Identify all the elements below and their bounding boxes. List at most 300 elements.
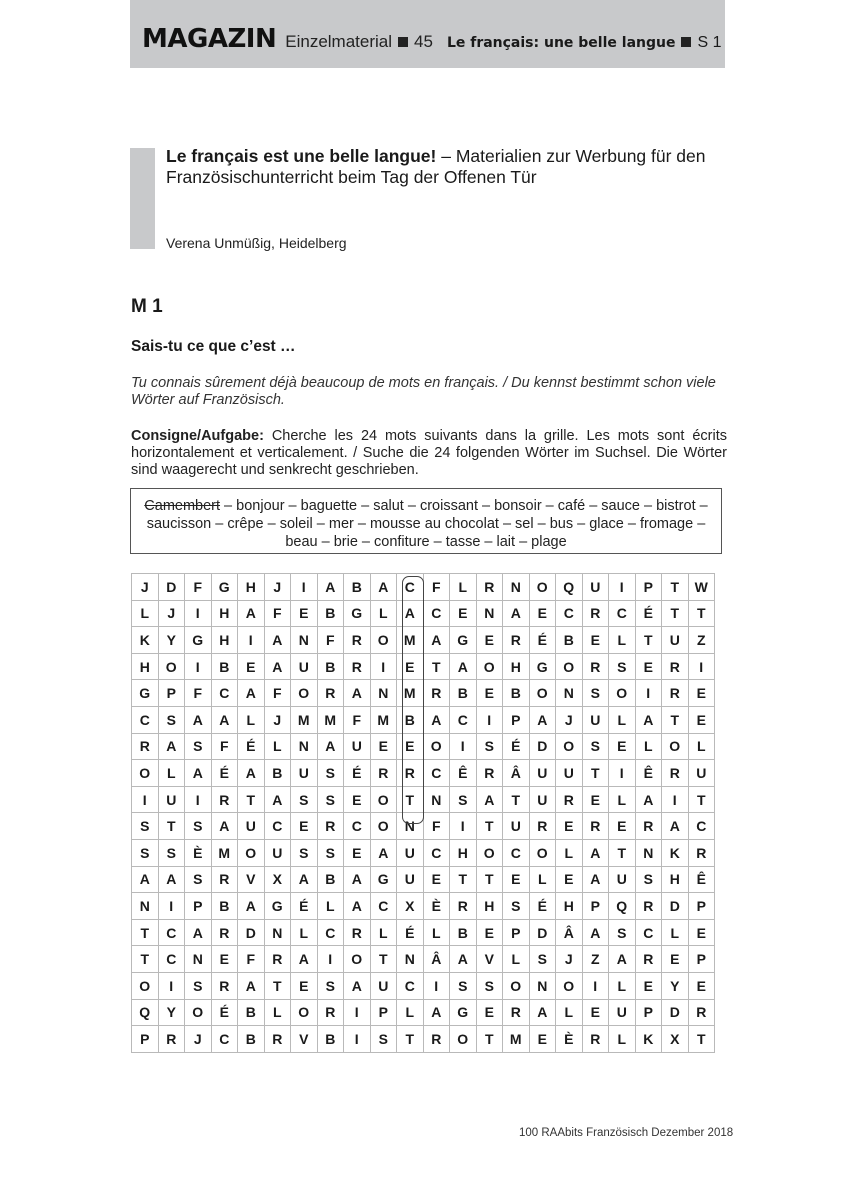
- grid-cell[interactable]: E: [211, 946, 238, 973]
- grid-cell[interactable]: B: [503, 680, 530, 707]
- grid-cell[interactable]: T: [476, 813, 503, 840]
- grid-cell[interactable]: P: [503, 919, 530, 946]
- grid-cell[interactable]: I: [450, 733, 477, 760]
- grid-cell[interactable]: N: [529, 972, 556, 999]
- grid-cell[interactable]: I: [476, 706, 503, 733]
- grid-cell[interactable]: T: [688, 786, 715, 813]
- grid-cell[interactable]: O: [529, 574, 556, 601]
- grid-cell[interactable]: F: [264, 680, 291, 707]
- grid-cell[interactable]: S: [291, 786, 318, 813]
- grid-cell[interactable]: A: [238, 893, 265, 920]
- grid-cell[interactable]: Q: [132, 999, 159, 1026]
- grid-cell[interactable]: R: [211, 972, 238, 999]
- grid-cell[interactable]: T: [132, 946, 159, 973]
- grid-cell[interactable]: O: [238, 839, 265, 866]
- grid-cell[interactable]: L: [609, 706, 636, 733]
- grid-cell[interactable]: H: [238, 574, 265, 601]
- grid-cell[interactable]: O: [662, 733, 689, 760]
- grid-cell[interactable]: K: [635, 1026, 662, 1053]
- grid-cell[interactable]: D: [158, 574, 185, 601]
- grid-cell[interactable]: J: [556, 946, 583, 973]
- grid-cell[interactable]: S: [185, 813, 212, 840]
- grid-cell[interactable]: S: [317, 760, 344, 787]
- grid-cell[interactable]: I: [291, 574, 318, 601]
- grid-cell[interactable]: X: [264, 866, 291, 893]
- grid-cell[interactable]: L: [132, 600, 159, 627]
- grid-cell[interactable]: T: [688, 1026, 715, 1053]
- grid-cell[interactable]: M: [317, 706, 344, 733]
- grid-cell[interactable]: M: [397, 680, 424, 707]
- grid-cell[interactable]: E: [397, 653, 424, 680]
- grid-cell[interactable]: D: [662, 999, 689, 1026]
- grid-cell[interactable]: H: [662, 866, 689, 893]
- grid-cell[interactable]: S: [503, 893, 530, 920]
- grid-cell[interactable]: U: [291, 653, 318, 680]
- grid-cell[interactable]: C: [132, 706, 159, 733]
- grid-cell[interactable]: R: [582, 813, 609, 840]
- grid-cell[interactable]: A: [211, 706, 238, 733]
- grid-cell[interactable]: C: [158, 946, 185, 973]
- grid-cell[interactable]: U: [582, 574, 609, 601]
- grid-cell[interactable]: T: [662, 706, 689, 733]
- grid-cell[interactable]: O: [370, 786, 397, 813]
- grid-cell[interactable]: A: [185, 919, 212, 946]
- grid-cell[interactable]: P: [158, 680, 185, 707]
- grid-cell[interactable]: O: [132, 972, 159, 999]
- grid-cell[interactable]: T: [132, 919, 159, 946]
- grid-cell[interactable]: R: [635, 893, 662, 920]
- grid-cell[interactable]: S: [158, 706, 185, 733]
- grid-cell[interactable]: M: [211, 839, 238, 866]
- grid-cell[interactable]: L: [423, 919, 450, 946]
- grid-cell[interactable]: P: [635, 574, 662, 601]
- grid-cell[interactable]: E: [688, 919, 715, 946]
- grid-cell[interactable]: O: [185, 999, 212, 1026]
- grid-cell[interactable]: A: [291, 866, 318, 893]
- grid-cell[interactable]: A: [423, 999, 450, 1026]
- grid-cell[interactable]: I: [238, 627, 265, 654]
- grid-cell[interactable]: A: [185, 706, 212, 733]
- grid-cell[interactable]: Â: [503, 760, 530, 787]
- grid-cell[interactable]: S: [185, 733, 212, 760]
- grid-cell[interactable]: C: [609, 600, 636, 627]
- grid-cell[interactable]: F: [238, 946, 265, 973]
- grid-cell[interactable]: S: [317, 839, 344, 866]
- grid-cell[interactable]: É: [291, 893, 318, 920]
- grid-cell[interactable]: N: [264, 919, 291, 946]
- grid-cell[interactable]: É: [503, 733, 530, 760]
- grid-cell[interactable]: B: [450, 680, 477, 707]
- grid-cell[interactable]: T: [397, 786, 424, 813]
- grid-cell[interactable]: Y: [158, 627, 185, 654]
- grid-cell[interactable]: I: [450, 813, 477, 840]
- grid-cell[interactable]: L: [609, 786, 636, 813]
- grid-cell[interactable]: T: [688, 600, 715, 627]
- grid-cell[interactable]: G: [211, 574, 238, 601]
- grid-cell[interactable]: S: [609, 653, 636, 680]
- grid-cell[interactable]: H: [556, 893, 583, 920]
- grid-cell[interactable]: A: [238, 760, 265, 787]
- grid-cell[interactable]: E: [503, 866, 530, 893]
- grid-cell[interactable]: A: [264, 786, 291, 813]
- grid-cell[interactable]: C: [423, 600, 450, 627]
- grid-cell[interactable]: A: [238, 600, 265, 627]
- grid-cell[interactable]: O: [529, 680, 556, 707]
- grid-cell[interactable]: I: [609, 760, 636, 787]
- grid-cell[interactable]: C: [450, 706, 477, 733]
- grid-cell[interactable]: S: [582, 733, 609, 760]
- grid-cell[interactable]: S: [582, 680, 609, 707]
- grid-cell[interactable]: Z: [688, 627, 715, 654]
- grid-cell[interactable]: U: [370, 972, 397, 999]
- grid-cell[interactable]: S: [185, 866, 212, 893]
- grid-cell[interactable]: I: [185, 653, 212, 680]
- grid-cell[interactable]: E: [688, 972, 715, 999]
- grid-cell[interactable]: L: [238, 706, 265, 733]
- grid-cell[interactable]: L: [609, 1026, 636, 1053]
- grid-cell[interactable]: N: [476, 600, 503, 627]
- grid-cell[interactable]: E: [609, 813, 636, 840]
- grid-cell[interactable]: S: [529, 946, 556, 973]
- grid-cell[interactable]: J: [556, 706, 583, 733]
- grid-cell[interactable]: I: [158, 893, 185, 920]
- grid-cell[interactable]: R: [344, 653, 371, 680]
- grid-cell[interactable]: F: [423, 574, 450, 601]
- grid-cell[interactable]: N: [397, 813, 424, 840]
- grid-cell[interactable]: C: [635, 919, 662, 946]
- grid-cell[interactable]: O: [556, 733, 583, 760]
- grid-cell[interactable]: A: [450, 653, 477, 680]
- grid-cell[interactable]: R: [662, 760, 689, 787]
- grid-cell[interactable]: É: [529, 627, 556, 654]
- grid-cell[interactable]: H: [132, 653, 159, 680]
- grid-cell[interactable]: R: [132, 733, 159, 760]
- grid-cell[interactable]: O: [344, 946, 371, 973]
- grid-cell[interactable]: C: [158, 919, 185, 946]
- grid-cell[interactable]: A: [264, 627, 291, 654]
- grid-cell[interactable]: É: [529, 893, 556, 920]
- grid-cell[interactable]: L: [609, 627, 636, 654]
- grid-cell[interactable]: V: [476, 946, 503, 973]
- grid-cell[interactable]: U: [662, 627, 689, 654]
- grid-cell[interactable]: R: [264, 946, 291, 973]
- grid-cell[interactable]: D: [238, 919, 265, 946]
- grid-cell[interactable]: G: [529, 653, 556, 680]
- grid-cell[interactable]: O: [476, 839, 503, 866]
- grid-cell[interactable]: R: [317, 813, 344, 840]
- grid-cell[interactable]: N: [291, 733, 318, 760]
- grid-cell[interactable]: J: [185, 1026, 212, 1053]
- grid-cell[interactable]: A: [211, 813, 238, 840]
- grid-cell[interactable]: K: [132, 627, 159, 654]
- grid-cell[interactable]: U: [264, 839, 291, 866]
- grid-cell[interactable]: I: [662, 786, 689, 813]
- grid-cell[interactable]: R: [556, 786, 583, 813]
- grid-cell[interactable]: L: [264, 999, 291, 1026]
- grid-cell[interactable]: E: [397, 733, 424, 760]
- grid-cell[interactable]: R: [476, 760, 503, 787]
- grid-cell[interactable]: U: [158, 786, 185, 813]
- grid-cell[interactable]: O: [450, 1026, 477, 1053]
- grid-cell[interactable]: M: [370, 706, 397, 733]
- grid-cell[interactable]: C: [397, 574, 424, 601]
- grid-cell[interactable]: É: [238, 733, 265, 760]
- grid-cell[interactable]: S: [476, 972, 503, 999]
- grid-cell[interactable]: C: [503, 839, 530, 866]
- grid-cell[interactable]: H: [211, 600, 238, 627]
- grid-cell[interactable]: R: [635, 813, 662, 840]
- grid-cell[interactable]: I: [423, 972, 450, 999]
- grid-cell[interactable]: R: [423, 680, 450, 707]
- grid-cell[interactable]: S: [450, 786, 477, 813]
- grid-cell[interactable]: A: [529, 999, 556, 1026]
- grid-cell[interactable]: E: [450, 600, 477, 627]
- grid-cell[interactable]: L: [450, 574, 477, 601]
- grid-cell[interactable]: D: [529, 733, 556, 760]
- grid-cell[interactable]: R: [662, 653, 689, 680]
- grid-cell[interactable]: M: [397, 627, 424, 654]
- grid-cell[interactable]: F: [344, 706, 371, 733]
- grid-cell[interactable]: E: [370, 733, 397, 760]
- grid-cell[interactable]: A: [582, 839, 609, 866]
- grid-cell[interactable]: A: [344, 972, 371, 999]
- grid-cell[interactable]: U: [529, 786, 556, 813]
- grid-cell[interactable]: B: [397, 706, 424, 733]
- grid-cell[interactable]: R: [450, 893, 477, 920]
- grid-cell[interactable]: T: [582, 760, 609, 787]
- grid-cell[interactable]: O: [370, 627, 397, 654]
- grid-cell[interactable]: B: [211, 893, 238, 920]
- grid-cell[interactable]: T: [662, 600, 689, 627]
- grid-cell[interactable]: B: [317, 866, 344, 893]
- grid-cell[interactable]: P: [688, 893, 715, 920]
- grid-cell[interactable]: R: [662, 680, 689, 707]
- grid-cell[interactable]: I: [688, 653, 715, 680]
- grid-cell[interactable]: T: [397, 1026, 424, 1053]
- grid-cell[interactable]: E: [529, 600, 556, 627]
- grid-cell[interactable]: O: [132, 760, 159, 787]
- grid-cell[interactable]: E: [688, 706, 715, 733]
- grid-cell[interactable]: A: [158, 866, 185, 893]
- grid-cell[interactable]: R: [582, 1026, 609, 1053]
- grid-cell[interactable]: A: [450, 946, 477, 973]
- grid-cell[interactable]: C: [423, 760, 450, 787]
- grid-cell[interactable]: T: [264, 972, 291, 999]
- grid-cell[interactable]: Q: [609, 893, 636, 920]
- grid-cell[interactable]: Z: [582, 946, 609, 973]
- grid-cell[interactable]: K: [662, 839, 689, 866]
- grid-cell[interactable]: A: [662, 813, 689, 840]
- grid-cell[interactable]: B: [238, 999, 265, 1026]
- grid-cell[interactable]: C: [317, 919, 344, 946]
- grid-cell[interactable]: E: [556, 866, 583, 893]
- grid-cell[interactable]: B: [450, 919, 477, 946]
- grid-cell[interactable]: L: [556, 999, 583, 1026]
- grid-cell[interactable]: I: [185, 600, 212, 627]
- grid-cell[interactable]: Â: [556, 919, 583, 946]
- grid-cell[interactable]: O: [529, 839, 556, 866]
- grid-cell[interactable]: R: [264, 1026, 291, 1053]
- grid-cell[interactable]: A: [635, 786, 662, 813]
- grid-cell[interactable]: A: [476, 786, 503, 813]
- grid-cell[interactable]: R: [582, 600, 609, 627]
- grid-cell[interactable]: S: [635, 866, 662, 893]
- grid-cell[interactable]: N: [503, 574, 530, 601]
- grid-cell[interactable]: R: [688, 999, 715, 1026]
- grid-cell[interactable]: A: [344, 893, 371, 920]
- grid-cell[interactable]: E: [344, 839, 371, 866]
- grid-cell[interactable]: A: [397, 600, 424, 627]
- grid-cell[interactable]: A: [344, 680, 371, 707]
- grid-cell[interactable]: L: [370, 600, 397, 627]
- grid-cell[interactable]: E: [635, 653, 662, 680]
- grid-cell[interactable]: B: [317, 600, 344, 627]
- grid-cell[interactable]: L: [688, 733, 715, 760]
- grid-cell[interactable]: C: [370, 893, 397, 920]
- grid-cell[interactable]: F: [423, 813, 450, 840]
- grid-cell[interactable]: L: [317, 893, 344, 920]
- grid-cell[interactable]: C: [397, 972, 424, 999]
- grid-cell[interactable]: A: [370, 839, 397, 866]
- grid-cell[interactable]: F: [185, 574, 212, 601]
- grid-cell[interactable]: C: [264, 813, 291, 840]
- grid-cell[interactable]: E: [476, 680, 503, 707]
- grid-cell[interactable]: R: [582, 653, 609, 680]
- grid-cell[interactable]: R: [529, 813, 556, 840]
- grid-cell[interactable]: T: [503, 786, 530, 813]
- grid-cell[interactable]: V: [238, 866, 265, 893]
- grid-cell[interactable]: U: [609, 866, 636, 893]
- grid-cell[interactable]: A: [609, 946, 636, 973]
- grid-cell[interactable]: J: [264, 574, 291, 601]
- grid-cell[interactable]: E: [635, 972, 662, 999]
- grid-cell[interactable]: E: [476, 627, 503, 654]
- grid-cell[interactable]: L: [158, 760, 185, 787]
- grid-cell[interactable]: T: [609, 839, 636, 866]
- grid-cell[interactable]: P: [370, 999, 397, 1026]
- grid-cell[interactable]: P: [132, 1026, 159, 1053]
- grid-cell[interactable]: J: [158, 600, 185, 627]
- grid-cell[interactable]: T: [423, 653, 450, 680]
- grid-cell[interactable]: Y: [662, 972, 689, 999]
- grid-cell[interactable]: T: [370, 946, 397, 973]
- grid-cell[interactable]: O: [291, 999, 318, 1026]
- grid-cell[interactable]: X: [397, 893, 424, 920]
- grid-cell[interactable]: I: [158, 972, 185, 999]
- grid-cell[interactable]: B: [211, 653, 238, 680]
- grid-cell[interactable]: L: [264, 733, 291, 760]
- grid-cell[interactable]: Ê: [450, 760, 477, 787]
- grid-cell[interactable]: C: [556, 600, 583, 627]
- grid-cell[interactable]: A: [317, 733, 344, 760]
- grid-cell[interactable]: C: [688, 813, 715, 840]
- grid-cell[interactable]: Y: [158, 999, 185, 1026]
- grid-cell[interactable]: N: [185, 946, 212, 973]
- grid-cell[interactable]: O: [556, 653, 583, 680]
- grid-cell[interactable]: È: [556, 1026, 583, 1053]
- grid-cell[interactable]: R: [317, 999, 344, 1026]
- grid-cell[interactable]: L: [370, 919, 397, 946]
- grid-cell[interactable]: E: [291, 600, 318, 627]
- grid-cell[interactable]: L: [609, 972, 636, 999]
- grid-cell[interactable]: A: [158, 733, 185, 760]
- grid-cell[interactable]: B: [317, 1026, 344, 1053]
- grid-cell[interactable]: S: [317, 786, 344, 813]
- grid-cell[interactable]: H: [503, 653, 530, 680]
- grid-cell[interactable]: J: [132, 574, 159, 601]
- grid-cell[interactable]: C: [423, 839, 450, 866]
- grid-cell[interactable]: A: [185, 760, 212, 787]
- grid-cell[interactable]: A: [264, 653, 291, 680]
- grid-cell[interactable]: A: [503, 600, 530, 627]
- grid-cell[interactable]: D: [662, 893, 689, 920]
- grid-cell[interactable]: N: [291, 627, 318, 654]
- grid-cell[interactable]: P: [185, 893, 212, 920]
- grid-cell[interactable]: S: [450, 972, 477, 999]
- grid-cell[interactable]: Â: [423, 946, 450, 973]
- grid-cell[interactable]: L: [503, 946, 530, 973]
- grid-cell[interactable]: N: [635, 839, 662, 866]
- grid-cell[interactable]: É: [635, 600, 662, 627]
- grid-cell[interactable]: E: [582, 999, 609, 1026]
- grid-cell[interactable]: I: [344, 1026, 371, 1053]
- grid-cell[interactable]: O: [503, 972, 530, 999]
- grid-cell[interactable]: B: [264, 760, 291, 787]
- grid-cell[interactable]: R: [688, 839, 715, 866]
- grid-cell[interactable]: T: [635, 627, 662, 654]
- grid-cell[interactable]: W: [688, 574, 715, 601]
- grid-cell[interactable]: U: [556, 760, 583, 787]
- grid-cell[interactable]: C: [211, 1026, 238, 1053]
- grid-cell[interactable]: A: [582, 919, 609, 946]
- grid-cell[interactable]: B: [556, 627, 583, 654]
- grid-cell[interactable]: E: [476, 919, 503, 946]
- grid-cell[interactable]: S: [132, 813, 159, 840]
- grid-cell[interactable]: N: [132, 893, 159, 920]
- grid-cell[interactable]: I: [185, 786, 212, 813]
- grid-cell[interactable]: A: [238, 680, 265, 707]
- grid-cell[interactable]: L: [662, 919, 689, 946]
- grid-cell[interactable]: R: [397, 760, 424, 787]
- grid-cell[interactable]: R: [211, 786, 238, 813]
- grid-cell[interactable]: R: [211, 866, 238, 893]
- grid-cell[interactable]: U: [609, 999, 636, 1026]
- grid-cell[interactable]: A: [132, 866, 159, 893]
- grid-cell[interactable]: U: [688, 760, 715, 787]
- grid-cell[interactable]: F: [185, 680, 212, 707]
- grid-cell[interactable]: U: [529, 760, 556, 787]
- grid-cell[interactable]: L: [291, 919, 318, 946]
- grid-cell[interactable]: P: [503, 706, 530, 733]
- grid-cell[interactable]: U: [291, 760, 318, 787]
- grid-cell[interactable]: E: [688, 680, 715, 707]
- grid-cell[interactable]: A: [582, 866, 609, 893]
- grid-cell[interactable]: C: [211, 680, 238, 707]
- grid-cell[interactable]: I: [317, 946, 344, 973]
- grid-cell[interactable]: G: [450, 999, 477, 1026]
- grid-cell[interactable]: I: [635, 680, 662, 707]
- grid-cell[interactable]: E: [556, 813, 583, 840]
- grid-cell[interactable]: V: [291, 1026, 318, 1053]
- grid-cell[interactable]: E: [423, 866, 450, 893]
- grid-cell[interactable]: N: [556, 680, 583, 707]
- grid-cell[interactable]: U: [503, 813, 530, 840]
- grid-cell[interactable]: E: [238, 653, 265, 680]
- grid-cell[interactable]: G: [450, 627, 477, 654]
- grid-cell[interactable]: B: [317, 653, 344, 680]
- grid-cell[interactable]: L: [635, 733, 662, 760]
- grid-cell[interactable]: T: [238, 786, 265, 813]
